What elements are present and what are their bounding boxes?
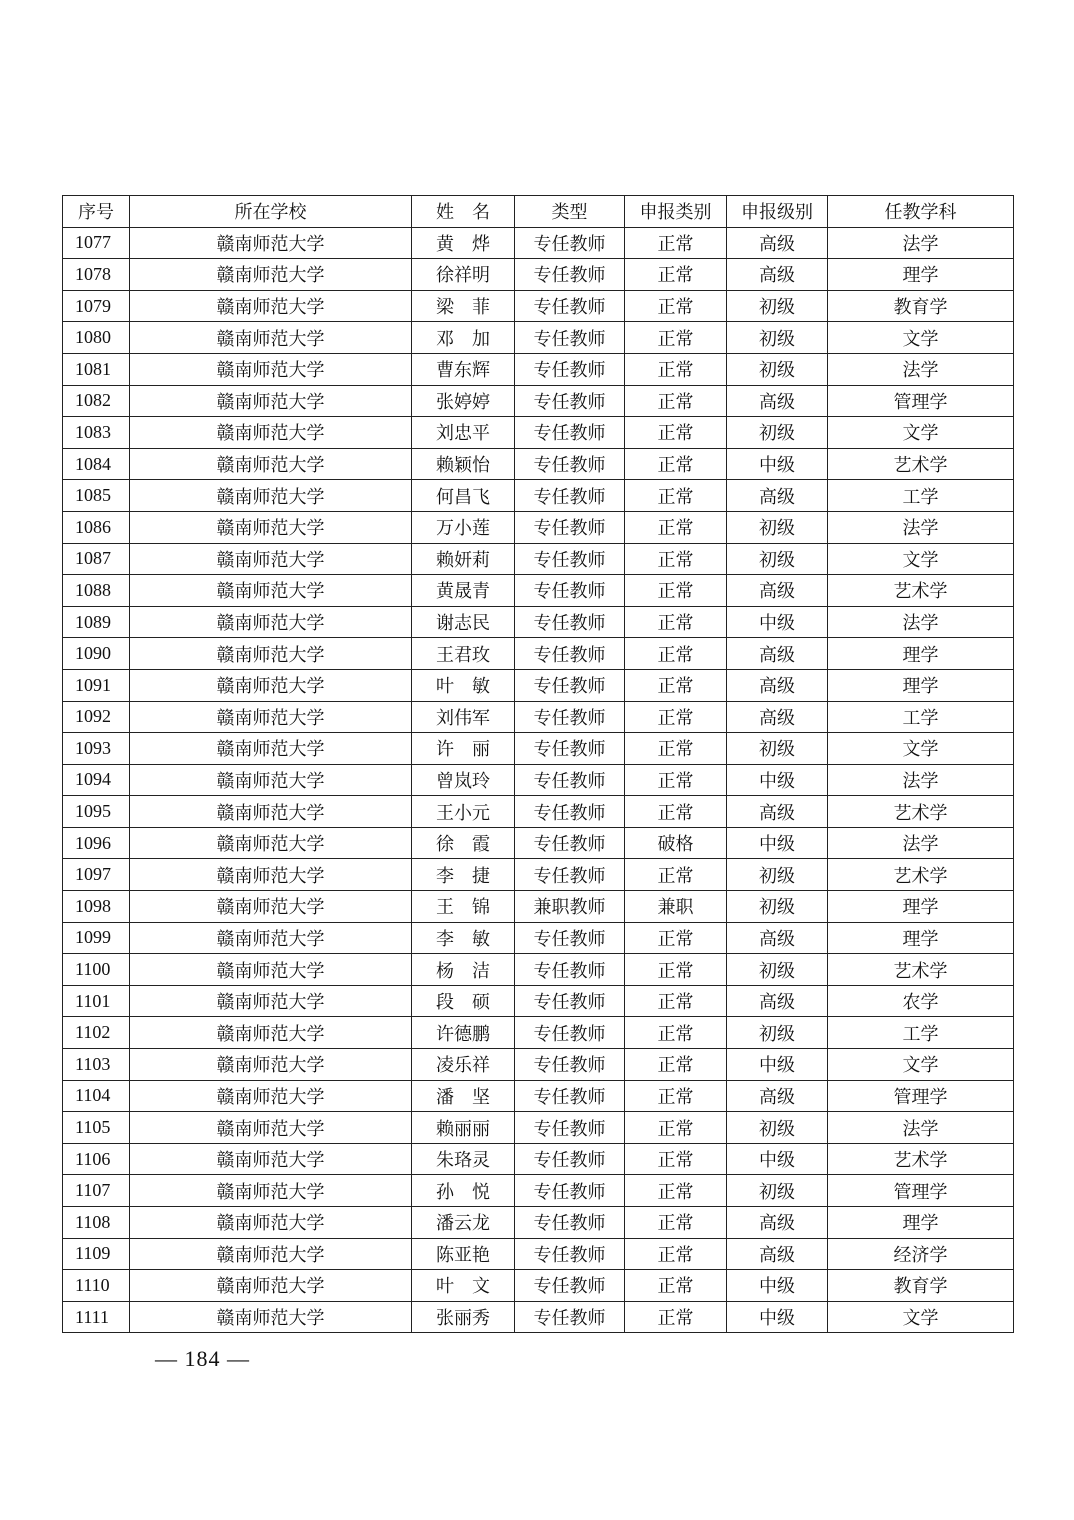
seq-cell: 1105 — [63, 1112, 130, 1144]
seq-cell: 1094 — [63, 764, 130, 796]
level-cell: 中级 — [727, 827, 828, 859]
school-cell: 赣南师范大学 — [130, 1080, 412, 1112]
subject-cell: 管理学 — [828, 1175, 1014, 1207]
school-cell: 赣南师范大学 — [130, 480, 412, 512]
table-row — [63, 448, 1014, 480]
name-cell: 朱珞灵 — [412, 1143, 515, 1175]
name-cell: 潘云龙 — [412, 1207, 515, 1239]
school-cell: 赣南师范大学 — [130, 1143, 412, 1175]
seq-cell: 1096 — [63, 827, 130, 859]
name-cell: 叶 文 — [412, 1270, 515, 1302]
school-cell: 赣南师范大学 — [130, 922, 412, 954]
subject-cell: 管理学 — [828, 385, 1014, 417]
type-cell: 专任教师 — [515, 1175, 625, 1207]
subject-cell: 法学 — [828, 511, 1014, 543]
type-cell: 专任教师 — [515, 1049, 625, 1081]
type-cell: 专任教师 — [515, 638, 625, 670]
name-cell: 潘 坚 — [412, 1080, 515, 1112]
type-cell: 专任教师 — [515, 1080, 625, 1112]
table-row — [63, 954, 1014, 986]
name-cell: 赖妍莉 — [412, 543, 515, 575]
table-row — [63, 417, 1014, 449]
seq-cell: 1084 — [63, 448, 130, 480]
type-cell: 专任教师 — [515, 259, 625, 291]
seq-cell: 1095 — [63, 796, 130, 828]
seq-cell: 1103 — [63, 1049, 130, 1081]
school-cell: 赣南师范大学 — [130, 322, 412, 354]
type-cell: 专任教师 — [515, 985, 625, 1017]
table-row — [63, 606, 1014, 638]
school-cell: 赣南师范大学 — [130, 606, 412, 638]
seq-cell: 1092 — [63, 701, 130, 733]
table-row — [63, 511, 1014, 543]
seq-cell: 1080 — [63, 322, 130, 354]
name-cell: 张婷婷 — [412, 385, 515, 417]
subject-cell: 法学 — [828, 1112, 1014, 1144]
subject-cell: 艺术学 — [828, 1143, 1014, 1175]
category-cell: 正常 — [625, 606, 727, 638]
category-cell: 正常 — [625, 290, 727, 322]
table-row — [63, 669, 1014, 701]
type-cell: 专任教师 — [515, 1017, 625, 1049]
level-cell: 初级 — [727, 543, 828, 575]
type-cell: 专任教师 — [515, 669, 625, 701]
table-row — [63, 1207, 1014, 1239]
name-cell: 徐祥明 — [412, 259, 515, 291]
name-cell: 黄晟青 — [412, 575, 515, 607]
level-cell: 初级 — [727, 1175, 828, 1207]
name-cell: 黄 烨 — [412, 227, 515, 259]
table-row — [63, 1112, 1014, 1144]
seq-cell: 1098 — [63, 891, 130, 923]
subject-cell: 经济学 — [828, 1238, 1014, 1270]
category-cell: 正常 — [625, 385, 727, 417]
table-row — [63, 1270, 1014, 1302]
subject-cell: 理学 — [828, 1207, 1014, 1239]
school-cell: 赣南师范大学 — [130, 353, 412, 385]
table-row — [63, 859, 1014, 891]
school-cell: 赣南师范大学 — [130, 638, 412, 670]
category-cell: 正常 — [625, 543, 727, 575]
table-row — [63, 1049, 1014, 1081]
school-cell: 赣南师范大学 — [130, 543, 412, 575]
seq-cell: 1104 — [63, 1080, 130, 1112]
type-cell: 专任教师 — [515, 322, 625, 354]
subject-cell: 文学 — [828, 1301, 1014, 1333]
table-row — [63, 796, 1014, 828]
level-cell: 初级 — [727, 1017, 828, 1049]
seq-cell: 1091 — [63, 669, 130, 701]
seq-cell: 1106 — [63, 1143, 130, 1175]
type-cell: 专任教师 — [515, 575, 625, 607]
level-cell: 中级 — [727, 1270, 828, 1302]
type-cell: 专任教师 — [515, 733, 625, 765]
subject-cell: 理学 — [828, 638, 1014, 670]
type-cell: 专任教师 — [515, 227, 625, 259]
table-row — [63, 638, 1014, 670]
seq-cell: 1099 — [63, 922, 130, 954]
table-row — [63, 827, 1014, 859]
subject-cell: 文学 — [828, 543, 1014, 575]
seq-cell: 1085 — [63, 480, 130, 512]
name-cell: 李 敏 — [412, 922, 515, 954]
seq-cell: 1090 — [63, 638, 130, 670]
level-cell: 高级 — [727, 259, 828, 291]
type-cell: 专任教师 — [515, 954, 625, 986]
school-cell: 赣南师范大学 — [130, 891, 412, 923]
school-cell: 赣南师范大学 — [130, 1238, 412, 1270]
school-cell: 赣南师范大学 — [130, 827, 412, 859]
school-cell: 赣南师范大学 — [130, 701, 412, 733]
category-cell: 正常 — [625, 480, 727, 512]
name-cell: 梁 菲 — [412, 290, 515, 322]
seq-cell: 1093 — [63, 733, 130, 765]
category-cell: 正常 — [625, 227, 727, 259]
subject-cell: 文学 — [828, 1049, 1014, 1081]
subject-cell: 教育学 — [828, 290, 1014, 322]
type-cell: 专任教师 — [515, 448, 625, 480]
table-header-row — [63, 196, 1014, 228]
name-cell: 王君玫 — [412, 638, 515, 670]
school-cell: 赣南师范大学 — [130, 1207, 412, 1239]
table-row — [63, 985, 1014, 1017]
seq-cell: 1086 — [63, 511, 130, 543]
school-cell: 赣南师范大学 — [130, 417, 412, 449]
header-subject: 任教学科 — [828, 196, 1014, 228]
name-cell: 张丽秀 — [412, 1301, 515, 1333]
name-cell: 赖丽丽 — [412, 1112, 515, 1144]
subject-cell: 法学 — [828, 827, 1014, 859]
level-cell: 初级 — [727, 733, 828, 765]
school-cell: 赣南师范大学 — [130, 859, 412, 891]
category-cell: 正常 — [625, 1238, 727, 1270]
table-row — [63, 1080, 1014, 1112]
level-cell: 中级 — [727, 764, 828, 796]
level-cell: 初级 — [727, 859, 828, 891]
category-cell: 正常 — [625, 638, 727, 670]
type-cell: 专任教师 — [515, 701, 625, 733]
category-cell: 正常 — [625, 1049, 727, 1081]
seq-cell: 1109 — [63, 1238, 130, 1270]
name-cell: 孙 悦 — [412, 1175, 515, 1207]
table-row — [63, 322, 1014, 354]
table-row — [63, 764, 1014, 796]
category-cell: 正常 — [625, 322, 727, 354]
table-row — [63, 575, 1014, 607]
page-number: — 184 — — [155, 1346, 250, 1371]
table-row — [63, 259, 1014, 291]
seq-cell: 1077 — [63, 227, 130, 259]
name-cell: 许德鹏 — [412, 1017, 515, 1049]
name-cell: 陈亚艳 — [412, 1238, 515, 1270]
subject-cell: 文学 — [828, 417, 1014, 449]
level-cell: 高级 — [727, 385, 828, 417]
seq-cell: 1108 — [63, 1207, 130, 1239]
header-school: 所在学校 — [130, 196, 412, 228]
seq-cell: 1088 — [63, 575, 130, 607]
type-cell: 专任教师 — [515, 922, 625, 954]
name-cell: 刘伟军 — [412, 701, 515, 733]
subject-cell: 法学 — [828, 606, 1014, 638]
level-cell: 初级 — [727, 891, 828, 923]
category-cell: 正常 — [625, 1175, 727, 1207]
name-cell: 曹东辉 — [412, 353, 515, 385]
header-seq: 序号 — [63, 196, 130, 228]
category-cell: 正常 — [625, 1080, 727, 1112]
level-cell: 高级 — [727, 1207, 828, 1239]
level-cell: 初级 — [727, 417, 828, 449]
subject-cell: 文学 — [828, 322, 1014, 354]
table-row — [63, 480, 1014, 512]
category-cell: 破格 — [625, 827, 727, 859]
category-cell: 正常 — [625, 417, 727, 449]
name-cell: 徐 霞 — [412, 827, 515, 859]
table-row — [63, 290, 1014, 322]
name-cell: 凌乐祥 — [412, 1049, 515, 1081]
level-cell: 中级 — [727, 1301, 828, 1333]
level-cell: 中级 — [727, 448, 828, 480]
category-cell: 正常 — [625, 353, 727, 385]
level-cell: 高级 — [727, 1238, 828, 1270]
category-cell: 正常 — [625, 511, 727, 543]
name-cell: 刘忠平 — [412, 417, 515, 449]
header-type: 类型 — [515, 196, 625, 228]
type-cell: 专任教师 — [515, 859, 625, 891]
category-cell: 正常 — [625, 733, 727, 765]
seq-cell: 1083 — [63, 417, 130, 449]
subject-cell: 艺术学 — [828, 796, 1014, 828]
school-cell: 赣南师范大学 — [130, 385, 412, 417]
level-cell: 中级 — [727, 606, 828, 638]
seq-cell: 1081 — [63, 353, 130, 385]
seq-cell: 1097 — [63, 859, 130, 891]
category-cell: 正常 — [625, 669, 727, 701]
type-cell: 专任教师 — [515, 1238, 625, 1270]
level-cell: 高级 — [727, 796, 828, 828]
name-cell: 段 硕 — [412, 985, 515, 1017]
table-row — [63, 1143, 1014, 1175]
category-cell: 兼职 — [625, 891, 727, 923]
table-row — [63, 227, 1014, 259]
level-cell: 中级 — [727, 1143, 828, 1175]
header-category: 申报类别 — [625, 196, 727, 228]
subject-cell: 工学 — [828, 701, 1014, 733]
type-cell: 专任教师 — [515, 511, 625, 543]
subject-cell: 工学 — [828, 1017, 1014, 1049]
school-cell: 赣南师范大学 — [130, 1270, 412, 1302]
subject-cell: 法学 — [828, 227, 1014, 259]
level-cell: 高级 — [727, 575, 828, 607]
subject-cell: 农学 — [828, 985, 1014, 1017]
type-cell: 专任教师 — [515, 1207, 625, 1239]
name-cell: 邓 加 — [412, 322, 515, 354]
level-cell: 初级 — [727, 954, 828, 986]
category-cell: 正常 — [625, 1017, 727, 1049]
table-row — [63, 1175, 1014, 1207]
level-cell: 中级 — [727, 1049, 828, 1081]
level-cell: 初级 — [727, 322, 828, 354]
subject-cell: 法学 — [828, 353, 1014, 385]
category-cell: 正常 — [625, 701, 727, 733]
school-cell: 赣南师范大学 — [130, 290, 412, 322]
name-cell: 曾岚玲 — [412, 764, 515, 796]
table-row — [63, 1301, 1014, 1333]
header-level: 申报级别 — [727, 196, 828, 228]
level-cell: 高级 — [727, 480, 828, 512]
table-row — [63, 701, 1014, 733]
type-cell: 专任教师 — [515, 1112, 625, 1144]
subject-cell: 艺术学 — [828, 859, 1014, 891]
table-row — [63, 543, 1014, 575]
table-row — [63, 385, 1014, 417]
category-cell: 正常 — [625, 575, 727, 607]
type-cell: 专任教师 — [515, 290, 625, 322]
seq-cell: 1111 — [63, 1301, 130, 1333]
category-cell: 正常 — [625, 764, 727, 796]
school-cell: 赣南师范大学 — [130, 1017, 412, 1049]
school-cell: 赣南师范大学 — [130, 1301, 412, 1333]
category-cell: 正常 — [625, 796, 727, 828]
teacher-roster-table — [62, 195, 1014, 1333]
subject-cell: 法学 — [828, 764, 1014, 796]
type-cell: 专任教师 — [515, 417, 625, 449]
category-cell: 正常 — [625, 1207, 727, 1239]
type-cell: 专任教师 — [515, 353, 625, 385]
subject-cell: 理学 — [828, 669, 1014, 701]
seq-cell: 1087 — [63, 543, 130, 575]
type-cell: 专任教师 — [515, 480, 625, 512]
subject-cell: 理学 — [828, 891, 1014, 923]
type-cell: 专任教师 — [515, 1270, 625, 1302]
school-cell: 赣南师范大学 — [130, 1049, 412, 1081]
school-cell: 赣南师范大学 — [130, 764, 412, 796]
level-cell: 初级 — [727, 353, 828, 385]
subject-cell: 艺术学 — [828, 954, 1014, 986]
level-cell: 初级 — [727, 290, 828, 322]
seq-cell: 1078 — [63, 259, 130, 291]
type-cell: 专任教师 — [515, 764, 625, 796]
school-cell: 赣南师范大学 — [130, 796, 412, 828]
table-row — [63, 1238, 1014, 1270]
seq-cell: 1110 — [63, 1270, 130, 1302]
school-cell: 赣南师范大学 — [130, 1175, 412, 1207]
name-cell: 李 捷 — [412, 859, 515, 891]
category-cell: 正常 — [625, 985, 727, 1017]
level-cell: 高级 — [727, 669, 828, 701]
subject-cell: 管理学 — [828, 1080, 1014, 1112]
level-cell: 高级 — [727, 1080, 828, 1112]
subject-cell: 艺术学 — [828, 448, 1014, 480]
level-cell: 高级 — [727, 227, 828, 259]
category-cell: 正常 — [625, 1301, 727, 1333]
table-row — [63, 353, 1014, 385]
school-cell: 赣南师范大学 — [130, 954, 412, 986]
level-cell: 高级 — [727, 701, 828, 733]
name-cell: 谢志民 — [412, 606, 515, 638]
name-cell: 杨 洁 — [412, 954, 515, 986]
seq-cell: 1102 — [63, 1017, 130, 1049]
school-cell: 赣南师范大学 — [130, 669, 412, 701]
type-cell: 专任教师 — [515, 1301, 625, 1333]
seq-cell: 1107 — [63, 1175, 130, 1207]
name-cell: 万小莲 — [412, 511, 515, 543]
seq-cell: 1100 — [63, 954, 130, 986]
table-row — [63, 1017, 1014, 1049]
name-cell: 许 丽 — [412, 733, 515, 765]
category-cell: 正常 — [625, 1270, 727, 1302]
category-cell: 正常 — [625, 1143, 727, 1175]
school-cell: 赣南师范大学 — [130, 227, 412, 259]
school-cell: 赣南师范大学 — [130, 448, 412, 480]
table-row — [63, 891, 1014, 923]
type-cell: 专任教师 — [515, 1143, 625, 1175]
level-cell: 高级 — [727, 985, 828, 1017]
type-cell: 专任教师 — [515, 606, 625, 638]
category-cell: 正常 — [625, 859, 727, 891]
level-cell: 高级 — [727, 922, 828, 954]
table-row — [63, 922, 1014, 954]
category-cell: 正常 — [625, 259, 727, 291]
subject-cell: 教育学 — [828, 1270, 1014, 1302]
seq-cell: 1089 — [63, 606, 130, 638]
school-cell: 赣南师范大学 — [130, 259, 412, 291]
name-cell: 何昌飞 — [412, 480, 515, 512]
category-cell: 正常 — [625, 448, 727, 480]
table-row — [63, 733, 1014, 765]
table-body — [63, 227, 1014, 1333]
type-cell: 专任教师 — [515, 827, 625, 859]
level-cell: 高级 — [727, 638, 828, 670]
seq-cell: 1101 — [63, 985, 130, 1017]
category-cell: 正常 — [625, 1112, 727, 1144]
category-cell: 正常 — [625, 954, 727, 986]
name-cell: 赖颖怡 — [412, 448, 515, 480]
subject-cell: 文学 — [828, 733, 1014, 765]
level-cell: 初级 — [727, 511, 828, 543]
subject-cell: 工学 — [828, 480, 1014, 512]
school-cell: 赣南师范大学 — [130, 985, 412, 1017]
seq-cell: 1079 — [63, 290, 130, 322]
school-cell: 赣南师范大学 — [130, 733, 412, 765]
type-cell: 兼职教师 — [515, 891, 625, 923]
subject-cell: 理学 — [828, 259, 1014, 291]
type-cell: 专任教师 — [515, 543, 625, 575]
type-cell: 专任教师 — [515, 385, 625, 417]
category-cell: 正常 — [625, 922, 727, 954]
level-cell: 初级 — [727, 1112, 828, 1144]
type-cell: 专任教师 — [515, 796, 625, 828]
school-cell: 赣南师范大学 — [130, 1112, 412, 1144]
name-cell: 王小元 — [412, 796, 515, 828]
name-cell: 叶 敏 — [412, 669, 515, 701]
header-name: 姓 名 — [412, 196, 515, 228]
name-cell: 王 锦 — [412, 891, 515, 923]
seq-cell: 1082 — [63, 385, 130, 417]
subject-cell: 艺术学 — [828, 575, 1014, 607]
school-cell: 赣南师范大学 — [130, 511, 412, 543]
school-cell: 赣南师范大学 — [130, 575, 412, 607]
subject-cell: 理学 — [828, 922, 1014, 954]
